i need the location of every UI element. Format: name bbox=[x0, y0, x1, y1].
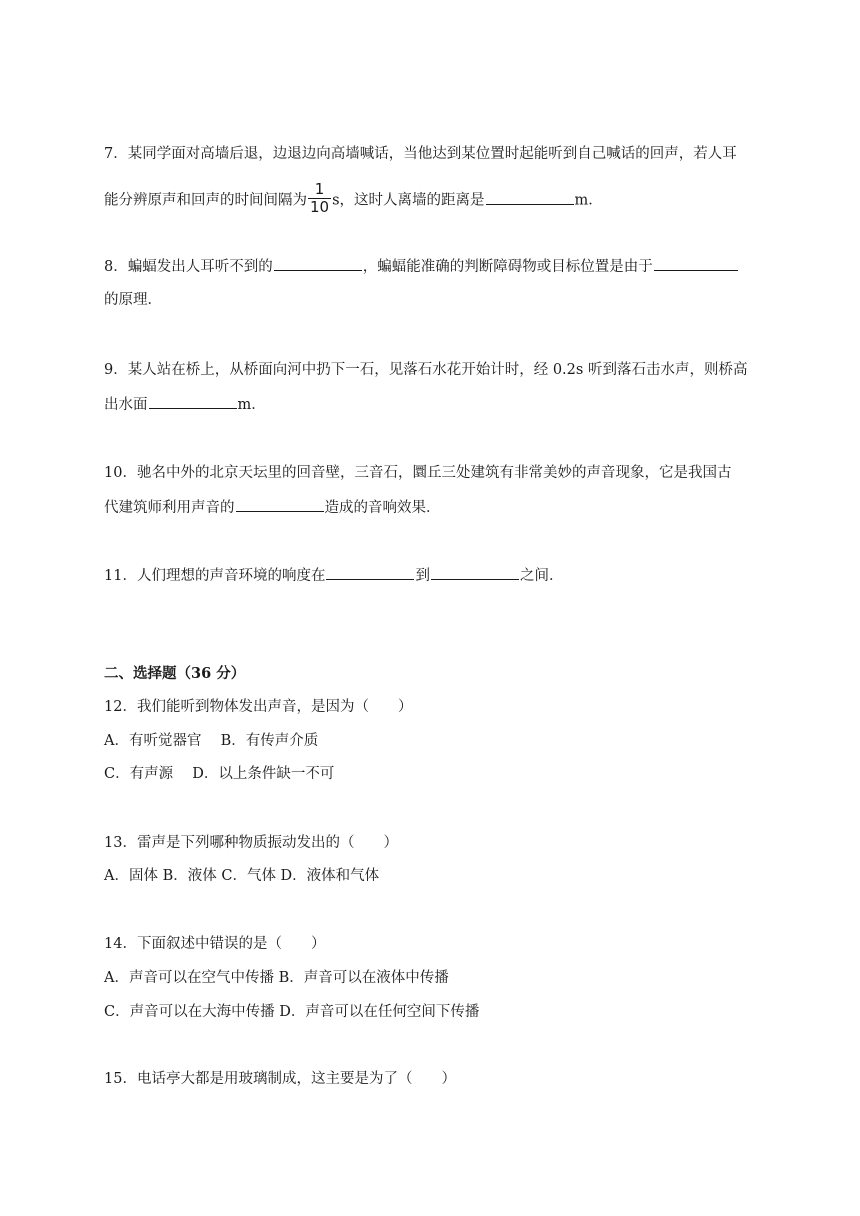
q9-text-a: 出水面 bbox=[104, 397, 148, 413]
q7-answer-blank[interactable] bbox=[486, 190, 574, 205]
q10-text-a: 代建筑师利用声音的 bbox=[104, 500, 235, 516]
q12-options-row-1: A．有听觉器官 B．有传声介质 bbox=[104, 733, 319, 749]
q7-text-b: s，这时人离墙的距离是 bbox=[332, 192, 485, 209]
q8-text-a: 8．蝙蝠发出人耳听不到的 bbox=[104, 259, 273, 275]
fraction-numerator: 1 bbox=[308, 181, 331, 199]
q9-answer-blank[interactable] bbox=[149, 394, 237, 409]
q9-line1: 9．某人站在桥上，从桥面向河中扔下一石，见落石水花开始计时，经 0.2s 听到落石击水声，则桥高 bbox=[104, 362, 748, 378]
q12-options-row-2: C．有声源 D．以上条件缺一不可 bbox=[104, 766, 335, 782]
q12-stem: 12．我们能听到物体发出声音，是因为（ ） bbox=[104, 699, 413, 715]
q14-options-row-2: C．声音可以在大海中传播 D．声音可以在任何空间下传播 bbox=[104, 1004, 480, 1020]
q11-line bbox=[104, 565, 760, 586]
q14-stem: 14．下面叙述中错误的是（ ） bbox=[104, 936, 326, 952]
q8-answer-blank-1[interactable] bbox=[274, 256, 362, 271]
q14-options-row-1: A．声音可以在空气中传播 B．声音可以在液体中传播 bbox=[104, 970, 449, 986]
q7-line1: 7．某同学面对高墙后退，边退边向高墙喊话，当他达到某位置时起能听到自己喊话的回声，若人耳 bbox=[104, 146, 737, 162]
q10-text-b: 造成的音响效果． bbox=[324, 500, 441, 516]
q13-stem: 13．雷声是下列哪种物质振动发出的（ ） bbox=[104, 835, 398, 851]
q8-line2: 的原理． bbox=[104, 292, 162, 308]
q7-line2 bbox=[104, 180, 760, 218]
fraction-denominator: 10 bbox=[310, 198, 330, 216]
q11-answer-blank-2[interactable] bbox=[431, 565, 519, 580]
q11-answer-blank-1[interactable] bbox=[326, 565, 414, 580]
q10-answer-blank[interactable] bbox=[236, 497, 324, 512]
q7-text-c: m． bbox=[574, 192, 603, 209]
q10-line2 bbox=[104, 497, 760, 518]
q8-line1 bbox=[104, 256, 760, 277]
q8-answer-blank-2[interactable] bbox=[654, 256, 738, 271]
q11-text-c: 之间． bbox=[519, 568, 564, 584]
q11-text-b: 到 bbox=[415, 568, 430, 584]
q7-fraction bbox=[308, 181, 331, 216]
q11-text-a: 11．人们理想的声音环境的响度在 bbox=[104, 568, 326, 584]
q8-text-b: ，蝙蝠能准确的判断障碍物或目标位置是由于 bbox=[362, 259, 653, 275]
q9-line2 bbox=[104, 394, 760, 415]
q9-text-b: m． bbox=[237, 397, 266, 413]
q13-options-row-1: A．固体 B．液体 C．气体 D．液体和气体 bbox=[104, 868, 380, 884]
section-title: 二、选择题（36 分） bbox=[104, 665, 246, 682]
q7-text-a: 能分辨原声和回声的时间间隔为 bbox=[104, 192, 307, 209]
q15-stem: 15．电话亭大都是用玻璃制成，这主要是为了（ ） bbox=[104, 1071, 456, 1087]
q10-line1: 10．驰名中外的北京天坛里的回音壁，三音石，圜丘三处建筑有非常美妙的声音现象，它是我国古 bbox=[104, 465, 732, 481]
